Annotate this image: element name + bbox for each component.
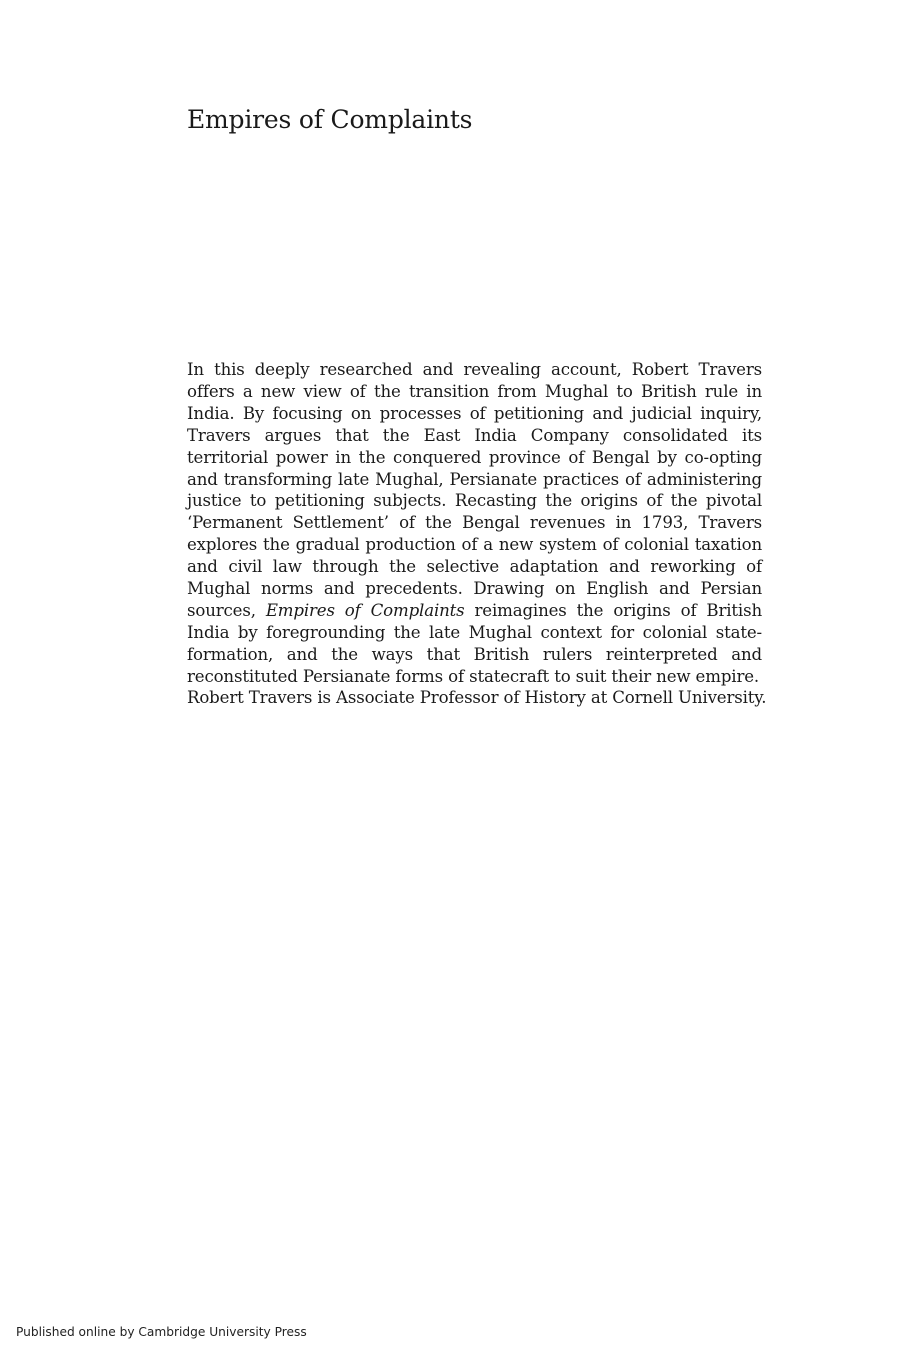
- book-title-italic: Empires of Complaints: [265, 600, 465, 620]
- author-bio: Robert Travers is Associate Professor of History at Cornell University.: [187, 688, 767, 707]
- description-text-part-1: In this deeply researched and revealing account, Robert Travers offers a new view of the transition from Mughal to British rule in India. By focusing on processes of petitioning and judicial inquiry, Travers argues that the East India Company consolidated its territorial power in the conquered province of Bengal by co-opting and transforming late Mughal, Persianate practices of administering justice to petitioning subjects. Recasting the origins of the pivotal ‘Permanent Settlement’ of the Bengal revenues in 1793, Travers explores the gradual production of a new system of colonial taxation and civil law through the selective adaptation and reworking of Mughal norms and precedents. Drawing on English and Persian sources,: [187, 360, 762, 620]
- publisher-footer: Published online by Cambridge University Press: [16, 1325, 307, 1339]
- page-title: Empires of Complaints: [187, 105, 473, 134]
- book-description: [187, 359, 762, 688]
- description-text-part-2: reimagines the origins of British India by foregrounding the late Mughal context for colonial state-formation, and the ways that British rulers reinterpreted and reconstituted Persianate forms of statecraft to suit their new empire.: [187, 600, 762, 686]
